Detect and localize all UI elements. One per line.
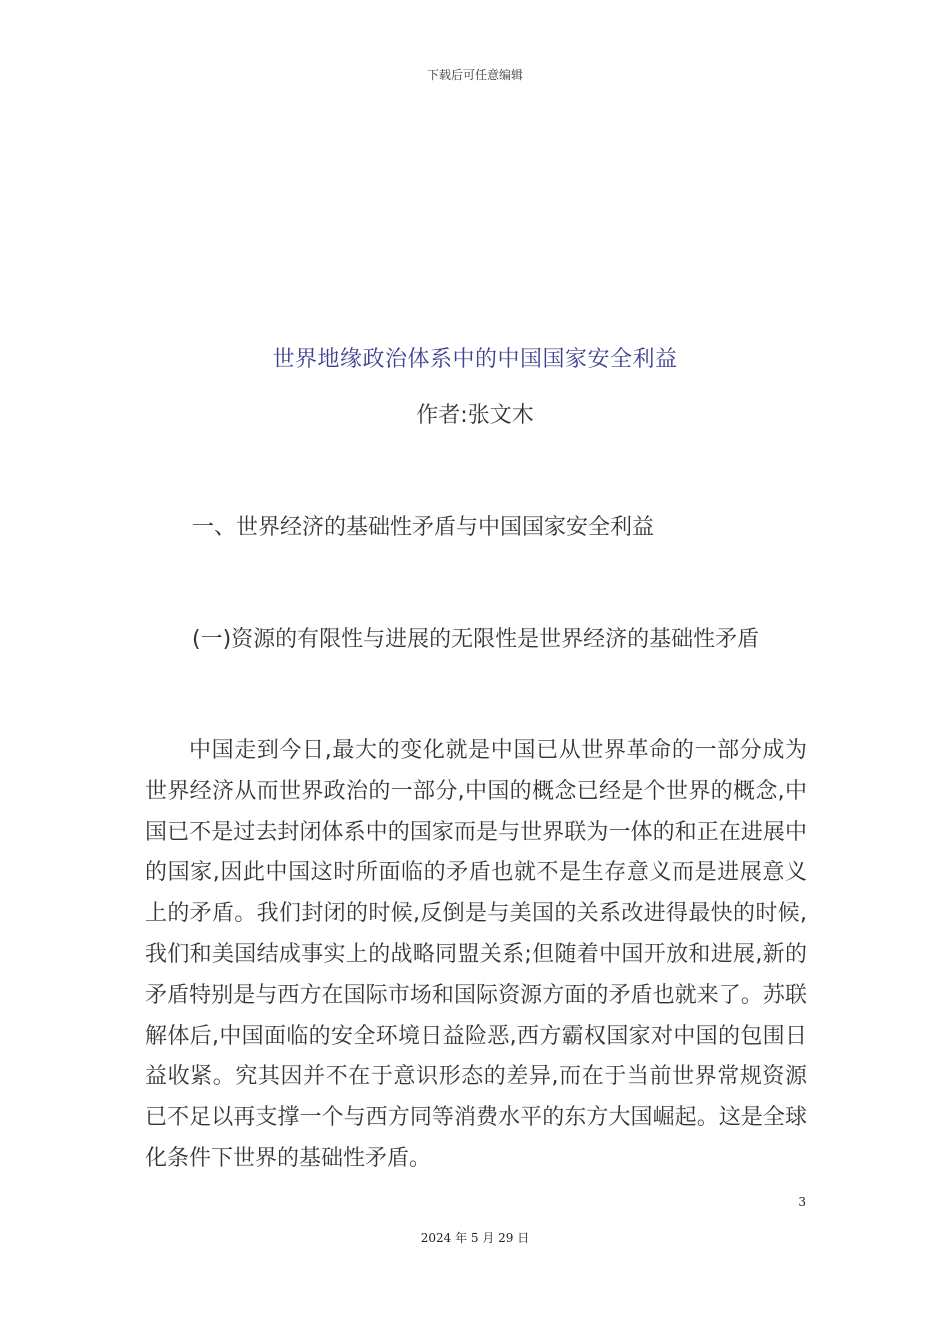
footer-date: 2024 年 5 月 29 日 [420,1231,530,1245]
subsection-heading: (一)资源的有限性与进展的无限性是世界经济的基础性矛盾 [192,627,760,652]
document-title: 世界地缘政治体系中的中国国家安全利益 [272,347,678,372]
section-heading: 一、世界经济的基础性矛盾与中国国家安全利益 [192,515,655,540]
page-number: 3 [798,1195,806,1209]
header-note: 下载后可任意编辑 [426,68,523,82]
body-paragraph: 中国走到今日,最大的变化就是中国已从世界革命的一部分成为世界经济从而世界政治的一部分,中国的概念已经是个世界的概念,中国已不是过去封闭体系中的国家而是与世界联为一体的和正在进展中的国家,因此中国这时所面临的矛盾也就不是生存意义而是进展意义上的矛盾。我们封闭的时候,反倒是与美国的关系改进得最快的时候,我们和美国结成事实上的战略同盟关系;但随着中国开放和进展,新的矛盾特别是与西方在国际市场和国际资源方面的矛盾也就来了。苏联解体后,中国面临的安全环境日益险恶,西方霸权国家对中国的包围日益收紧。究其因并不在于意识形态的差异,而在于当前世界常规资源已不足以再支撑一个与西方同等消费水平的东方大国崛起。这是全球化条件下世界的基础性矛盾。 [145,738,807,1171]
document-author: 作者:张文木 [416,403,534,428]
